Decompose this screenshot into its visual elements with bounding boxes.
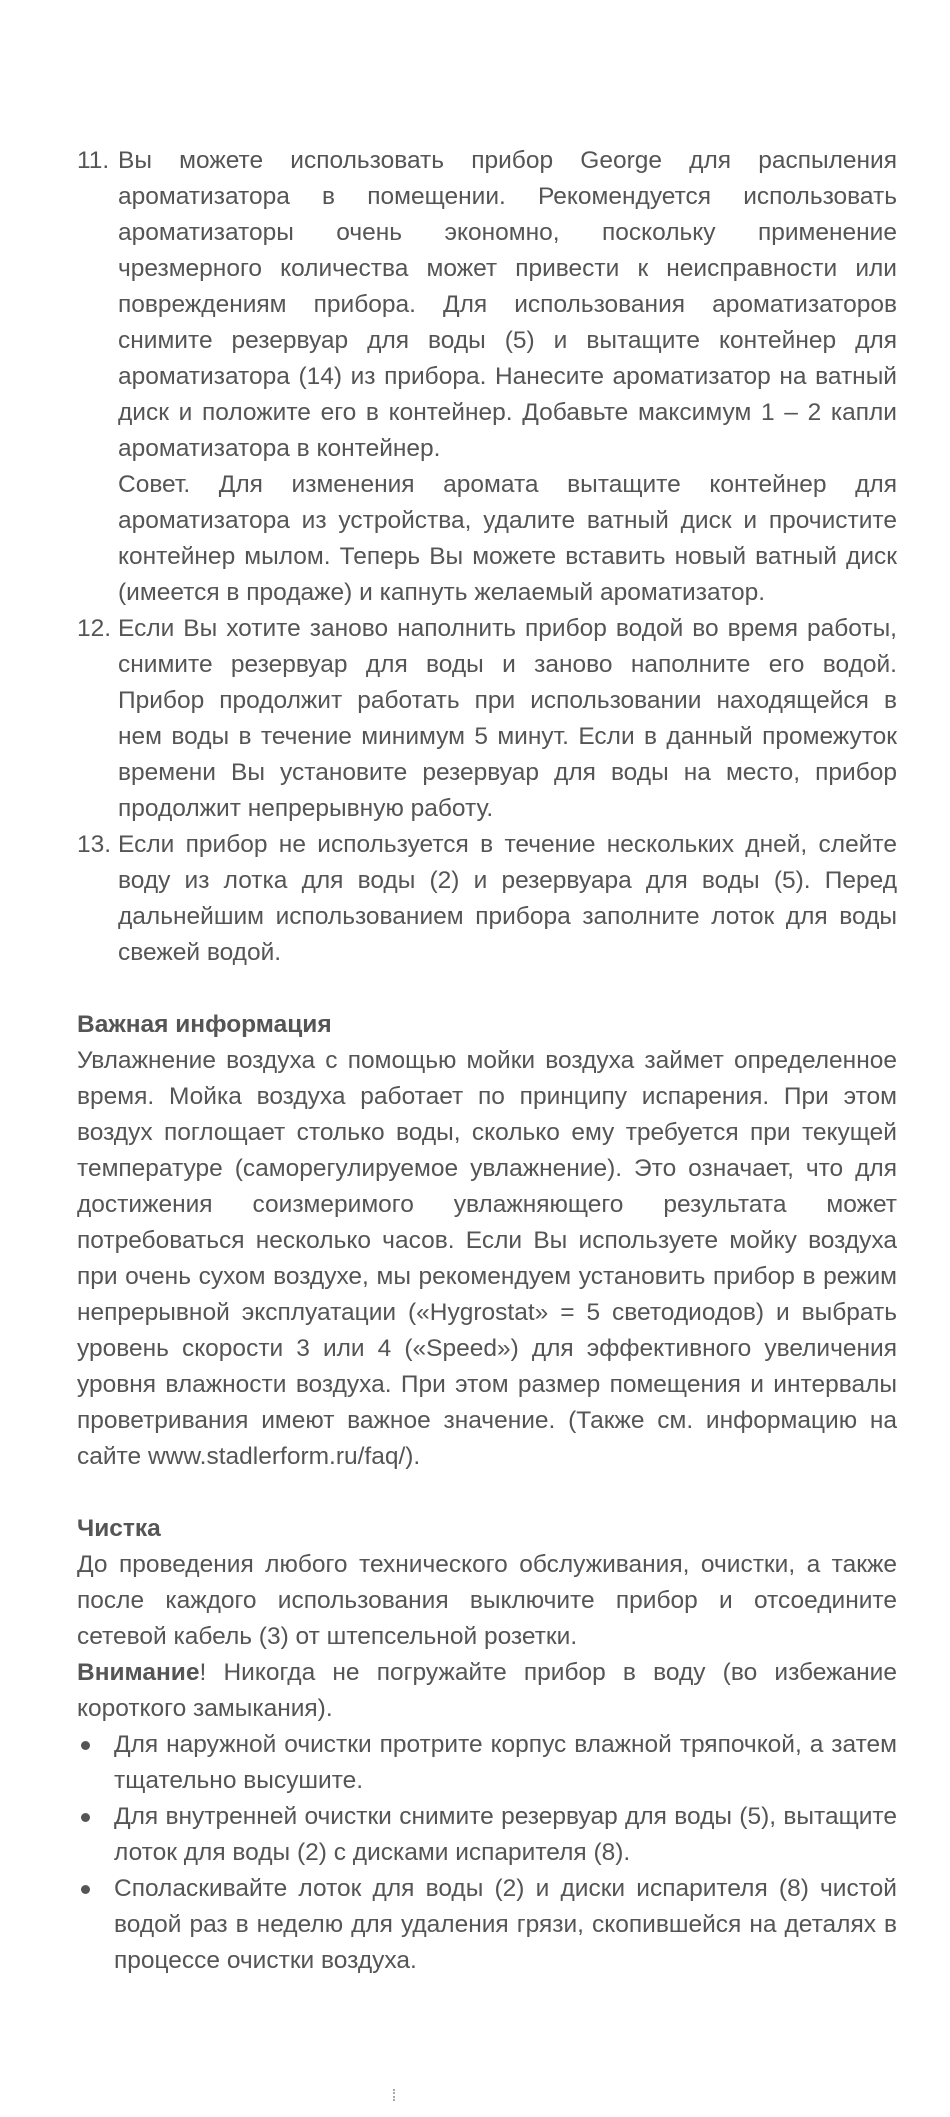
item-number: 11. xyxy=(77,147,110,174)
item-tip-paragraph: Совет. Для изменения аромата вытащите контейнер для ароматизатора из устройства, удалите ватный диск и прочистите контейнер мылом. Теперь Вы можете вставить новый ватный диск (имеется в продаже) и капнуть желаемый ароматизатор. xyxy=(118,471,897,606)
bullet-icon xyxy=(81,1885,90,1894)
item-number: 13. xyxy=(77,831,112,858)
list-item-text: Споласкивайте лоток для воды (2) и диски испарителя (8) чистой водой раз в неделю для удаления грязи, скопившейся на деталях в процессе очистки воздуха. xyxy=(114,1875,897,1974)
cleaning-heading: Чистка xyxy=(77,1515,161,1542)
bullet-icon xyxy=(81,1741,90,1750)
item-paragraph: Если прибор не используется в течение нескольких дней, слейте воду из лотка для воды (2) и резервуара для воды (5). Перед дальнейшим использованием прибора заполните лоток для воды свежей водой. xyxy=(118,831,897,966)
numbered-item-11 xyxy=(77,143,897,611)
list-item xyxy=(77,1871,897,1979)
list-item-text: Для наружной очистки протрите корпус влажной тряпочкой, а затем тщательно высушите. xyxy=(114,1731,897,1794)
list-item xyxy=(77,1799,897,1871)
cleaning-warning xyxy=(77,1655,897,1727)
warning-label: Внимание xyxy=(77,1659,200,1686)
warning-text: ! Никогда не погружайте прибор в воду (во избежание короткого замыкания). xyxy=(77,1659,897,1722)
list-item-text: Для внутренней очистки снимите резервуар для воды (5), вытащите лоток для воды (2) с дисками испарителя (8). xyxy=(114,1803,897,1866)
item-number: 12. xyxy=(77,615,112,642)
numbered-item-12 xyxy=(77,611,897,827)
cleaning-intro: До проведения любого технического обслуживания, очистки, а также после каждого использования выключите прибор и отсоедините сетевой кабель (3) от штепсельной розетки. xyxy=(77,1551,897,1650)
bullet-icon xyxy=(81,1813,90,1822)
numbered-item-13 xyxy=(77,827,897,971)
item-paragraph: Вы можете использовать прибор George для распыления ароматизатора в помещении. Рекомендуется использовать ароматизаторы очень экономно, поскольку применение чрезмерного количества может привести к неисправности или повреждениям прибора. Для использования ароматизаторов снимите резервуар для воды (5) и вытащите контейнер для ароматизатора (14) из прибора. Нанесите ароматизатор на ватный диск и положите его в контейнер. Добавьте максимум 1 – 2 капли ароматизатора в контейнер. xyxy=(118,147,897,462)
important-info-heading: Важная информация xyxy=(77,1011,332,1038)
cleaning-bullet-list xyxy=(77,1727,897,1979)
list-item xyxy=(77,1727,897,1799)
important-info-text: Увлажнение воздуха с помощью мойки воздуха займет определенное время. Мойка воздуха работает по принципу испарения. При этом воздух поглощает столько воды, сколько ему требуется при текущей температуре (саморегулируемое увлажнение). Это означает, что для достижения соизмеримого увлажняющего результата может потребоваться несколько часов. Если Вы используете мойку воздуха при очень сухом воздухе, мы рекомендуем установить прибор в режим непрерывной эксплуатации («Hygrostat» = 5 светодиодов) и выбрать уровень скорости 3 или 4 («Speed») для эффективного увеличения уровня влажности воздуха. При этом размер помещения и интервалы проветривания имеют важное значение. (Также см. информацию на сайте www.stadlerform.ru/faq/). xyxy=(77,1047,897,1470)
page-content xyxy=(77,143,897,1979)
item-paragraph: Если Вы хотите заново наполнить прибор водой во время работы, снимите резервуар для воды и заново наполните его водой. Прибор продолжит работать при использовании находящейся в нем воды в течение минимум 5 минут. Если в данный промежуток времени Вы установите резервуар для воды на место, прибор продолжит непрерывную работу. xyxy=(118,615,897,822)
page-footer-mark xyxy=(393,2089,397,2101)
